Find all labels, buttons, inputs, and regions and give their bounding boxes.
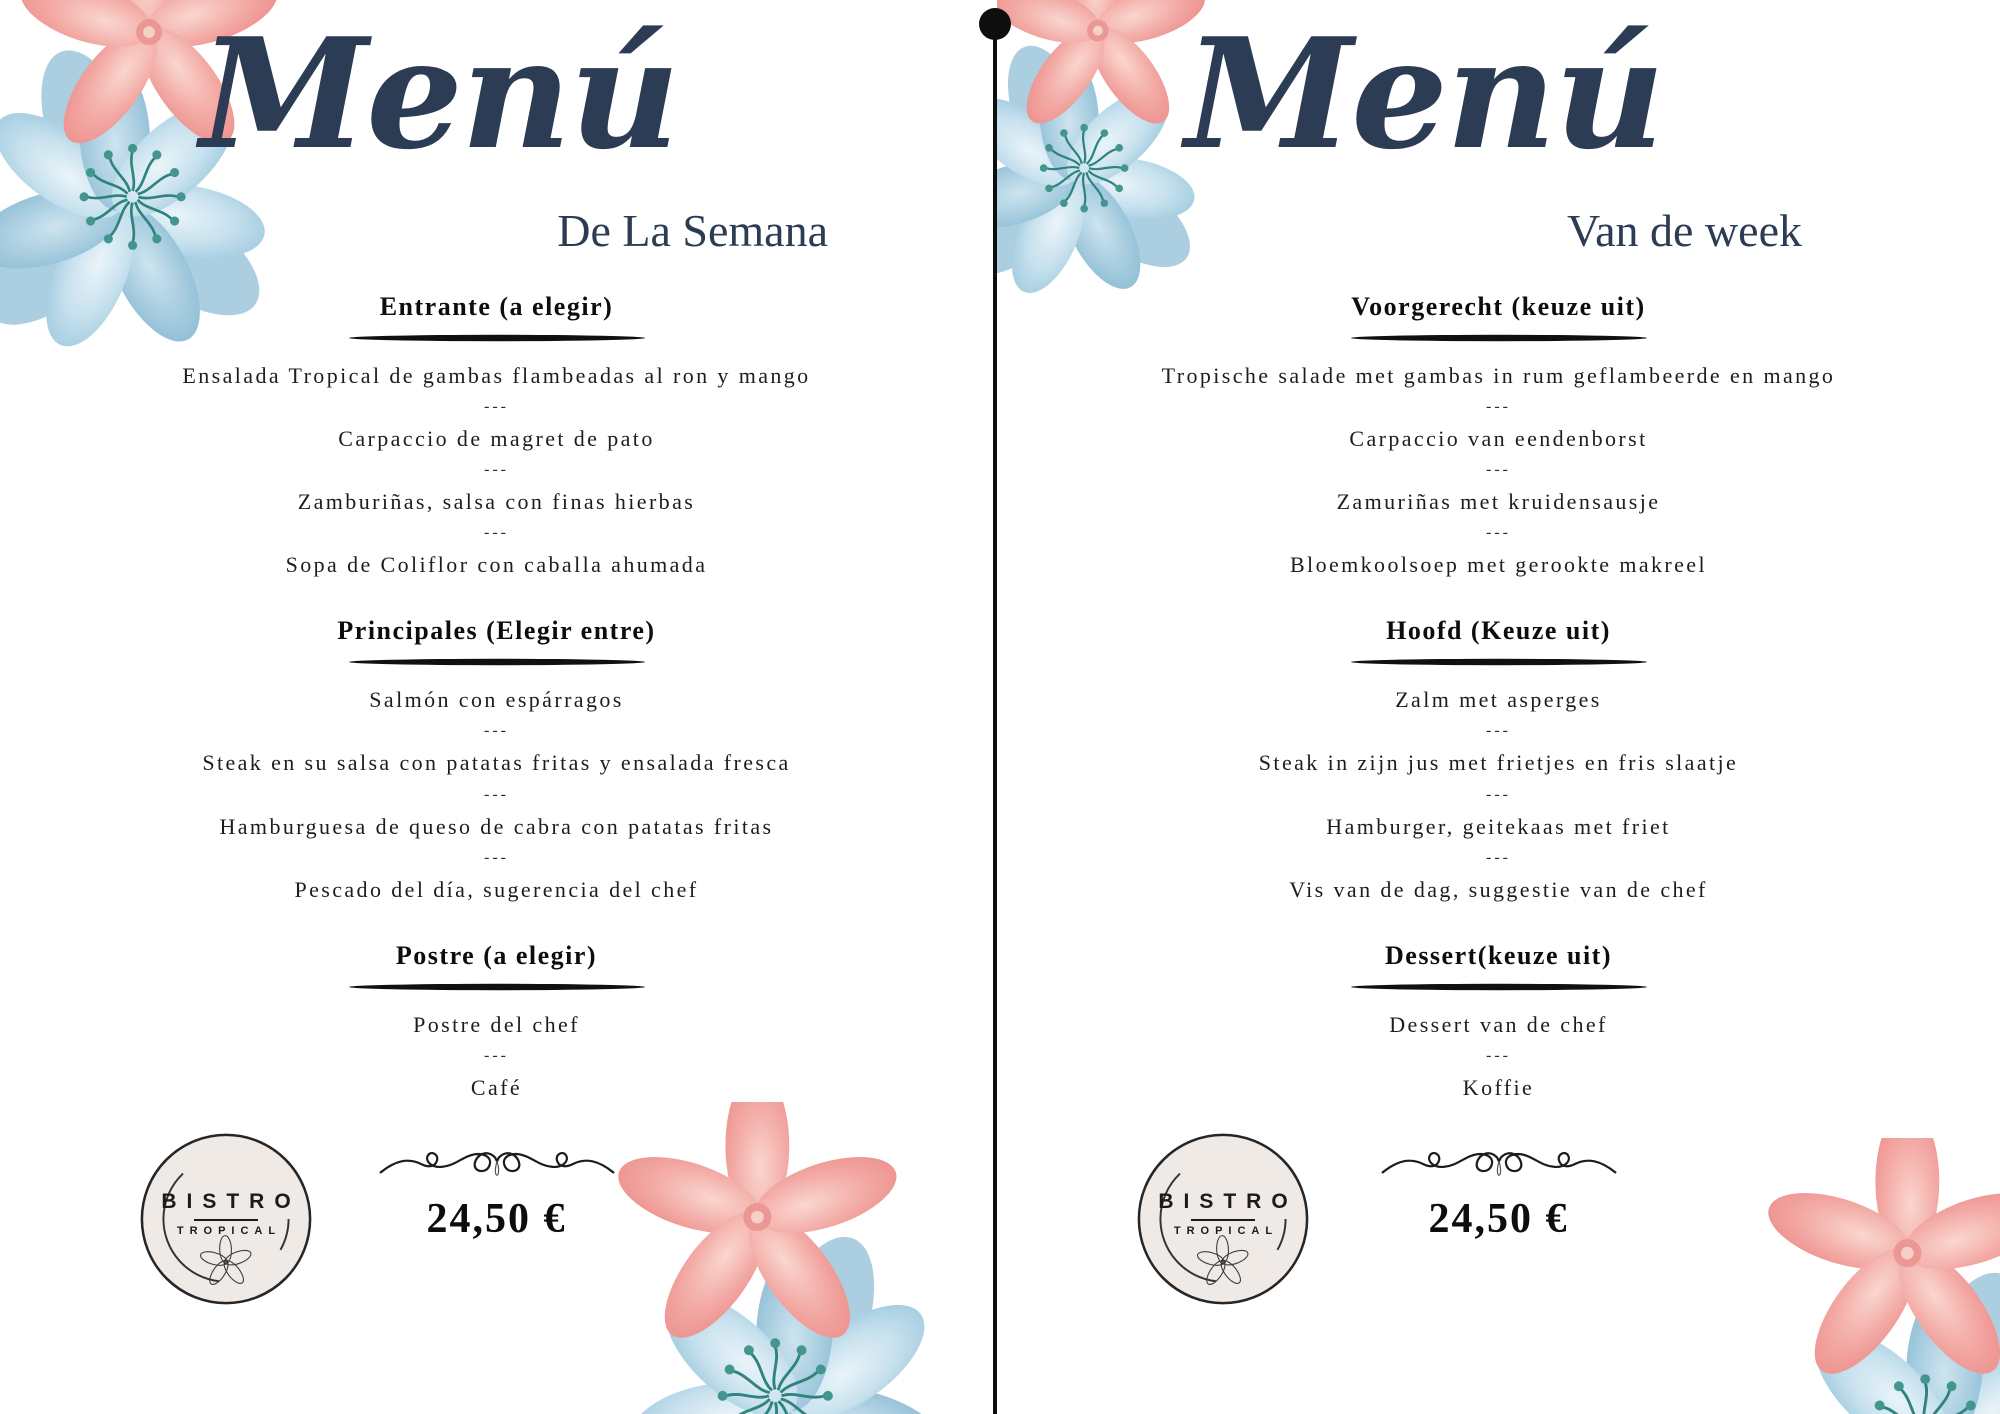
- menu-item: Postre del chef: [413, 1011, 580, 1037]
- section-starters: [0, 292, 993, 576]
- item-separator: ---: [484, 722, 509, 740]
- logo-text: [138, 1190, 314, 1237]
- section-items: [0, 1013, 993, 1099]
- menu-item: Café: [470, 1074, 523, 1100]
- menu-subtitle: De La Semana: [557, 205, 828, 256]
- item-separator: ---: [484, 1046, 509, 1064]
- item-separator: ---: [1486, 785, 1511, 803]
- menu-item: Zamburiñas, salsa con finas hierbas: [297, 489, 696, 515]
- section-heading: Principales (Elegir entre): [337, 616, 656, 646]
- menu-item: Carpaccio de magret de pato: [338, 426, 655, 452]
- bistro-tropical-logo: [138, 1128, 314, 1310]
- menu-body: [997, 292, 2000, 1243]
- section-divider-line: [347, 983, 647, 991]
- section-divider-line: [347, 658, 647, 666]
- menu-column-spanish: [0, 0, 993, 1414]
- menu-item: Bloemkoolsoep met gerookte makreel: [1289, 552, 1707, 578]
- item-separator: ---: [1486, 461, 1511, 479]
- item-separator: ---: [1486, 1046, 1511, 1064]
- menu-item: Hamburger, geitekaas met friet: [1326, 813, 1671, 839]
- section-heading: Entrante (a elegir): [379, 292, 614, 321]
- section-divider-line: [347, 334, 647, 342]
- menu-item: Steak en su salsa con patatas fritas y ensalada fresca: [202, 750, 791, 776]
- section-heading: Hoofd (Keuze uit): [1386, 616, 1611, 646]
- logo-name: BISTRO: [161, 1190, 301, 1213]
- section-dessert: [0, 941, 993, 1099]
- logo-tagline: TROPICAL: [1173, 1225, 1279, 1237]
- menu-item: Zamuriñas met kruidensausje: [1336, 489, 1661, 515]
- section-items: [0, 364, 993, 576]
- page-divider-line: [993, 18, 997, 1414]
- menu-item: Zalm met asperges: [1395, 687, 1602, 713]
- menu-body: [0, 292, 993, 1243]
- section-items: [997, 1013, 2000, 1099]
- item-separator: ---: [1486, 398, 1511, 416]
- flourish-ornament-icon: [377, 1139, 617, 1191]
- section-divider-line: [1349, 983, 1649, 991]
- menu-item: Vis van de dag, suggestie van de chef: [1289, 876, 1708, 902]
- menu-item: Carpaccio van eendenborst: [1349, 426, 1648, 452]
- menu-item: Tropische salade met gambas in rum geflambeerde en mango: [1161, 363, 1836, 388]
- flourish-ornament-icon: [1379, 1139, 1619, 1191]
- item-separator: ---: [1486, 848, 1511, 866]
- section-items: [997, 364, 2000, 576]
- section-heading: Voorgerecht (keuze uit): [1351, 292, 1646, 321]
- item-separator: ---: [484, 524, 509, 542]
- section-items: [0, 688, 993, 900]
- menu-price: 24,50 €: [426, 1195, 567, 1242]
- menu-title: Menú: [1185, 4, 1663, 183]
- section-heading: Postre (a elegir): [395, 940, 598, 970]
- logo-underline: [194, 1219, 258, 1221]
- logo-tagline: TROPICAL: [176, 1225, 282, 1237]
- section-items: [997, 688, 2000, 900]
- menu-item: Ensalada Tropical de gambas flambeadas al ron y mango: [182, 363, 811, 388]
- section-starters: [997, 292, 2000, 576]
- section-mains: [997, 616, 2000, 900]
- bistro-tropical-logo: [1135, 1128, 1311, 1310]
- logo-name: BISTRO: [1158, 1190, 1298, 1213]
- menu-price: 24,50 €: [1428, 1195, 1569, 1242]
- section-mains: [0, 616, 993, 900]
- menu-column-dutch: [997, 0, 2000, 1414]
- menu-item: Koffie: [1462, 1074, 1535, 1100]
- menu-item: Dessert van de chef: [1389, 1011, 1608, 1037]
- menu-title: Menú: [200, 4, 678, 183]
- item-separator: ---: [484, 848, 509, 866]
- item-separator: ---: [484, 785, 509, 803]
- menu-item: Salmón con espárragos: [369, 687, 624, 713]
- item-separator: ---: [484, 398, 509, 416]
- section-divider-line: [1349, 334, 1649, 342]
- section-dessert: [997, 941, 2000, 1099]
- logo-underline: [1191, 1219, 1255, 1221]
- menu-item: Sopa de Coliflor con caballa ahumada: [285, 552, 708, 578]
- menu-item: Hamburguesa de queso de cabra con patatas fritas: [219, 813, 774, 839]
- item-separator: ---: [1486, 722, 1511, 740]
- section-divider-line: [1349, 658, 1649, 666]
- logo-text: [1135, 1190, 1311, 1237]
- section-heading: Dessert(keuze uit): [1385, 940, 1612, 970]
- menu-item: Steak in zijn jus met frietjes en fris slaatje: [1258, 750, 1739, 776]
- item-separator: ---: [1486, 524, 1511, 542]
- menu-subtitle: Van de week: [1566, 205, 1802, 256]
- item-separator: ---: [484, 461, 509, 479]
- menu-item: Pescado del día, sugerencia del chef: [294, 876, 699, 902]
